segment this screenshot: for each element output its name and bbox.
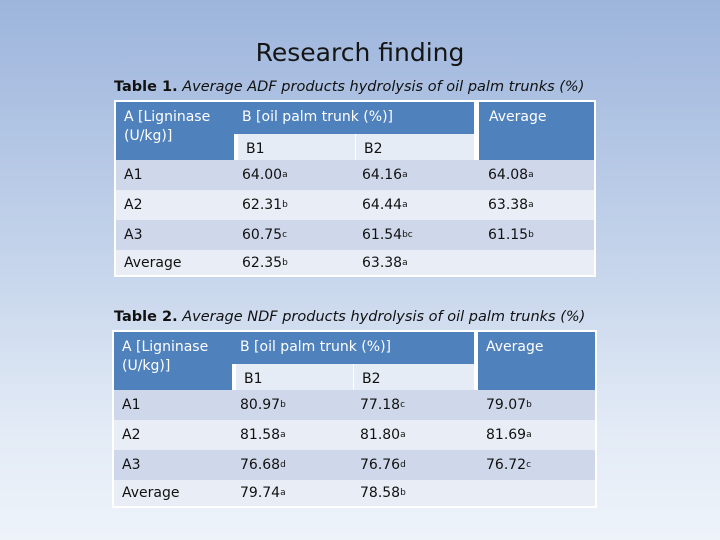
table2-row-label: A1 [114,390,232,420]
table1-sub-b2: B2 [356,134,474,160]
table1-sub-b1: B1 [238,134,355,160]
table1-row-label: A3 [116,220,234,250]
table1 [114,100,596,277]
table1-cell: 63.38 a [354,250,474,275]
table1-cell: 62.35 b [234,250,354,275]
table2-cell [474,480,595,506]
table1-caption-text: Average ADF products hydrolysis of oil palm trunks (%) [182,79,585,95]
table1-cell: 63.38 a [474,190,594,220]
table2-sub-b2: B2 [354,364,474,390]
table2-cell: 79.07 b [474,390,595,420]
table2-row-label: A2 [114,420,232,450]
table2-cell: 81.69 a [474,420,595,450]
table1-row-label: Average [116,250,234,275]
table1-cell: 64.08 a [474,160,594,190]
table1-row-label: A1 [116,160,234,190]
table1-cell: 62.31 b [234,190,354,220]
table1-cell: 60.75 c [234,220,354,250]
table1-cell: 61.15 b [474,220,594,250]
table2-header-average: Average [478,332,595,390]
table2-cell: 77.18 c [352,390,474,420]
table2-cell: 81.58 a [232,420,352,450]
table2-cell: 76.72 c [474,450,595,480]
table2-header-a: A [Ligninase (U/kg)] [114,332,232,390]
table1-caption [114,79,584,95]
table1-caption-label: Table 1. [114,79,178,95]
table1-header-average: Average [479,102,594,160]
table1-cell [474,250,594,275]
table2-cell: 76.76 d [352,450,474,480]
table1-header-a: A [Ligninase (U/kg)] [116,102,234,160]
table1-row-label: A2 [116,190,234,220]
table1-header-b: B [oil palm trunk (%)] [234,102,474,134]
table1-cell: 64.44 a [354,190,474,220]
table2-cell: 76.68 d [232,450,352,480]
table1-cell: 64.00 a [234,160,354,190]
slide-title: Research finding [255,38,465,67]
table2-cell: 79.74 a [232,480,352,506]
table2-cell: 81.80 a [352,420,474,450]
table2 [112,330,597,508]
table1-cell: 64.16 a [354,160,474,190]
table2-caption-text: Average NDF products hydrolysis of oil palm trunks (%) [182,309,586,325]
table2-row-label: Average [114,480,232,506]
table2-sub-b1: B1 [236,364,353,390]
table2-cell: 80.97 b [232,390,352,420]
table2-row-label: A3 [114,450,232,480]
table2-cell: 78.58 b [352,480,474,506]
table1-cell: 61.54 bc [354,220,474,250]
table2-caption [114,309,585,325]
table2-caption-label: Table 2. [114,309,178,325]
table2-header-b: B [oil palm trunk (%)] [232,332,474,364]
